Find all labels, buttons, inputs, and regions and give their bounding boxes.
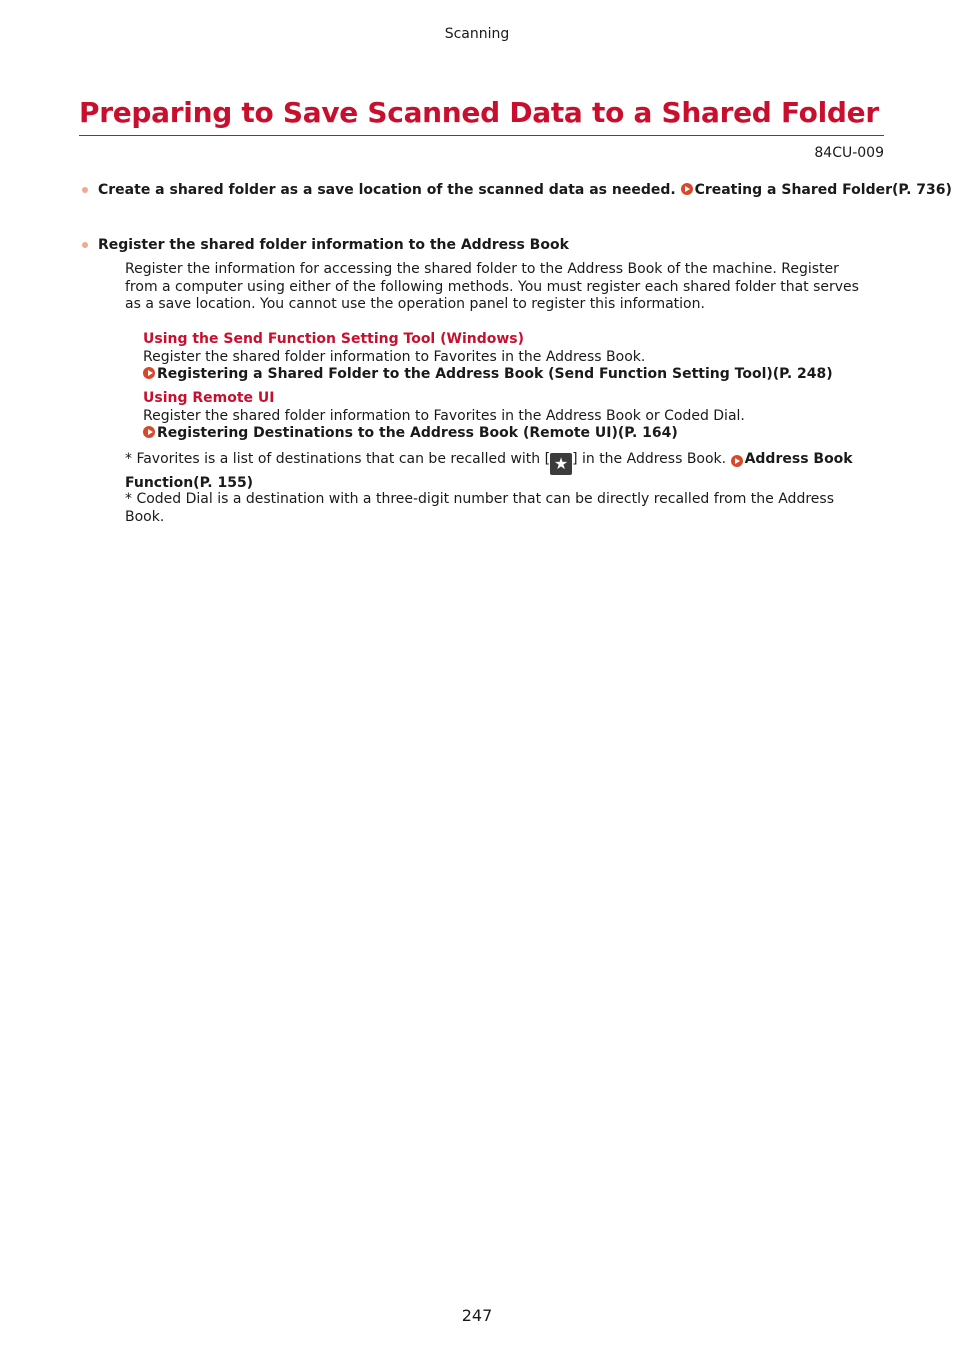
bullet-dot [82, 242, 88, 248]
header-section: Scanning [444, 26, 510, 42]
method-title: Using the Send Function Setting Tool (Windows) [143, 331, 525, 347]
link-arrow-icon [143, 367, 155, 379]
link-arrow-icon [681, 183, 693, 195]
doc-id: 84CU-009 [814, 145, 884, 161]
page-title: Preparing to Save Scanned Data to a Shared Folder [79, 96, 879, 129]
method-title: Using Remote UI [143, 390, 275, 406]
bullet-dot [82, 187, 88, 193]
title-rule [79, 135, 884, 136]
method-send-function-tool [143, 331, 883, 384]
star-icon: ★ [550, 453, 572, 475]
method-text: Register the shared folder information to Favorites in the Address Book or Coded Dial. [143, 407, 745, 424]
bullet-text: Register the shared folder information to the Address Book [98, 237, 569, 253]
description: Register the information for accessing the shared folder to the Address Book of the machine. Register from a computer using either of the following methods. You must register each shared folder that serves as a save location. You cannot use the operation panel to register this information. [125, 261, 859, 312]
method-text: Register the shared folder information to Favorites in the Address Book. [143, 348, 646, 365]
note-favorites: * Favorites is a list of destinations that can be recalled with [ ★ ] in the Address Book. Address Book Function(P. 155) [125, 451, 853, 491]
bullet-text: Create a shared folder as a save location of the scanned data as needed. [98, 182, 676, 198]
link-register-remote-ui[interactable]: Registering Destinations to the Address Book (Remote UI)(P. 164) [143, 425, 678, 441]
link-address-book-function[interactable]: Address Book Function(P. 155) [125, 451, 853, 491]
method-remote-ui [143, 390, 883, 443]
link-arrow-icon [143, 426, 155, 438]
page-number: 247 [461, 1306, 493, 1325]
note-coded-dial: * Coded Dial is a destination with a three-digit number that can be directly recalled from the Address Book. [125, 491, 834, 525]
link-arrow-icon [731, 455, 743, 467]
link-register-send-function[interactable]: Registering a Shared Folder to the Address Book (Send Function Setting Tool)(P. 248) [143, 366, 833, 382]
link-creating-shared-folder[interactable]: Creating a Shared Folder(P. 736) [681, 182, 952, 198]
